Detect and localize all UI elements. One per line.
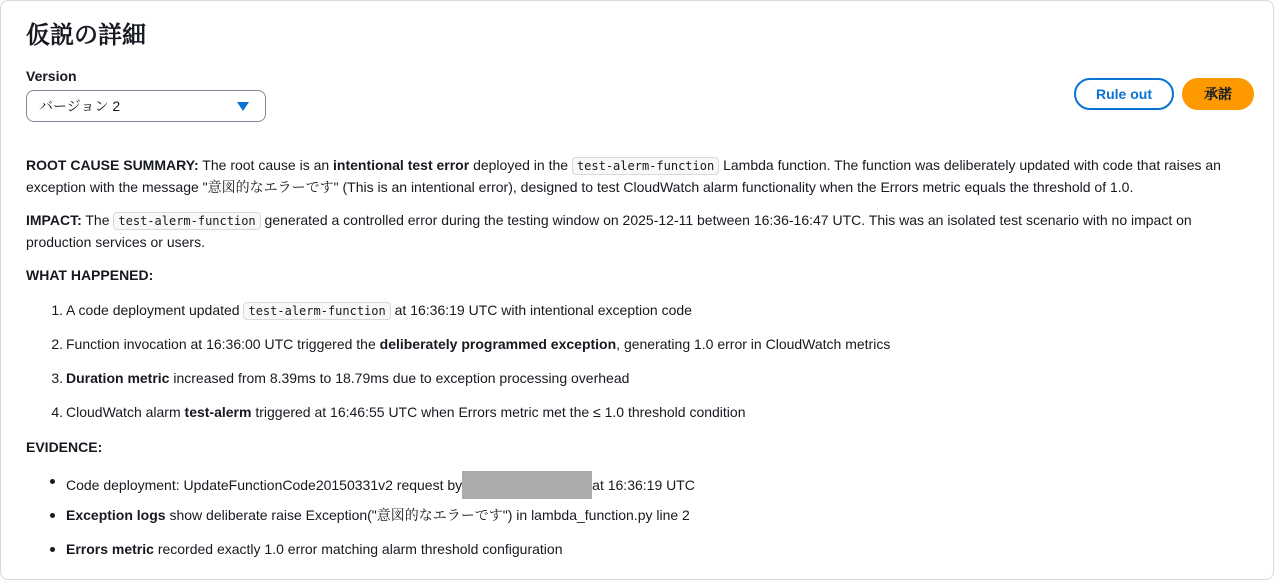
list-item — [51, 402, 746, 423]
what-happened-heading: WHAT HAPPENED: — [26, 267, 154, 283]
item-text: Function invocation at 16:36:00 UTC triggered the — [66, 336, 380, 352]
version-label: Version — [26, 68, 77, 84]
function-name-code: test-alerm-function — [572, 157, 719, 175]
bullet-icon — [50, 547, 55, 552]
impact-text: generated a controlled error during the testing window on 2025-12-11 between 16:36-16:47 UTC. This was an isolated test scenario with no impact on production services or users. — [26, 212, 1192, 250]
item-text: , generating 1.0 error in CloudWatch metrics — [616, 336, 891, 352]
item-emphasis: Duration metric — [66, 370, 170, 386]
list-item — [51, 334, 891, 355]
approve-button[interactable]: 承諾 — [1182, 78, 1254, 110]
summary-label: ROOT CAUSE SUMMARY: — [26, 157, 199, 173]
rule-out-button[interactable]: Rule out — [1074, 78, 1174, 110]
impact-paragraph — [26, 210, 1251, 253]
item-text: recorded exactly 1.0 error matching alarm threshold configuration — [153, 541, 563, 557]
summary-text: The root cause is an — [198, 157, 334, 173]
list-item — [66, 471, 695, 499]
list-number: 3. — [51, 370, 63, 386]
evidence-heading: EVIDENCE: — [26, 439, 103, 455]
list-item — [66, 505, 690, 526]
function-name-code: test-alerm-function — [243, 302, 390, 320]
summary-emphasis: intentional test error — [333, 157, 470, 173]
list-item — [66, 539, 562, 560]
item-emphasis: Errors metric — [66, 541, 154, 557]
redacted-block — [462, 471, 592, 499]
page-title: 仮説の詳細 — [26, 22, 146, 49]
list-item — [51, 300, 692, 322]
item-text: show deliberate raise Exception("意図的なエラーです") in lambda_function.py line 2 — [165, 507, 690, 523]
function-name-code: test-alerm-function — [113, 212, 260, 230]
item-emphasis: Exception logs — [66, 507, 166, 523]
item-emphasis: test-alerm — [184, 404, 252, 420]
item-text: at 16:36:19 UTC — [592, 477, 695, 493]
bullet-icon — [50, 479, 55, 484]
item-text: triggered at 16:46:55 UTC when Errors metric met the ≤ 1.0 threshold condition — [251, 404, 746, 420]
version-select-value: バージョン 2 — [39, 98, 121, 114]
impact-label: IMPACT: — [26, 212, 82, 228]
item-text: CloudWatch alarm — [66, 404, 185, 420]
item-emphasis: deliberately programmed exception — [379, 336, 617, 352]
item-text: at 16:36:19 UTC with intentional exception code — [390, 302, 692, 318]
list-number: 2. — [51, 336, 63, 352]
bullet-icon — [50, 513, 55, 518]
list-number: 4. — [51, 404, 63, 420]
list-item — [51, 368, 630, 389]
version-select[interactable] — [26, 90, 266, 122]
item-text: increased from 8.39ms to 18.79ms due to exception processing overhead — [169, 370, 630, 386]
caret-down-icon — [237, 102, 249, 111]
list-number: 1. — [51, 302, 63, 318]
item-text: Code deployment: UpdateFunctionCode20150331v2 request by — [66, 477, 463, 493]
summary-text: Lambda function. The function was deliberately updated with code that raises an exception with the message "意図的なエラーです" (This is an intentional error), designed to test CloudWatch alarm functionality when the Errors metric equals the threshold of 1.0. — [26, 157, 1221, 195]
summary-text: deployed in the — [469, 157, 572, 173]
root-cause-summary — [26, 155, 1251, 198]
item-text: A code deployment updated — [66, 302, 244, 318]
impact-text: The — [81, 212, 114, 228]
